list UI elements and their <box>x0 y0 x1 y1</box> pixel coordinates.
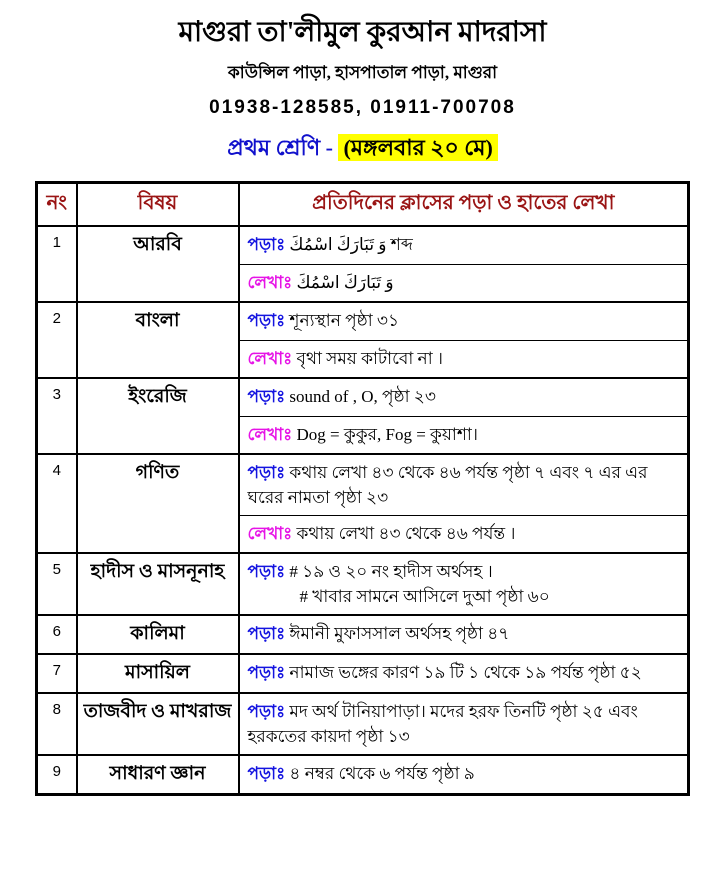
pora-text: وَ تَبَارَكَ اسْمُكَ শব্দ <box>285 235 413 255</box>
pora-text-continued: # খাবার সামনে আসিলে দুআ পৃষ্ঠা ৬০ <box>299 587 550 607</box>
lekha-block <box>240 340 688 377</box>
lesson-content-cell <box>239 454 689 553</box>
subject-name: বাংলা <box>77 302 239 378</box>
pora-label: পড়াঃ <box>247 624 286 644</box>
pora-label: পড়াঃ <box>247 764 286 784</box>
lekha-text: বৃথা সময় কাটাবো না । <box>292 349 443 369</box>
row-number: 9 <box>37 755 77 795</box>
subject-name: সাধারণ জ্ঞান <box>77 755 239 795</box>
pora-label: পড়াঃ <box>247 562 286 582</box>
school-name: মাগুরা তা'লীমুল কুরআন মাদরাসা <box>178 17 547 48</box>
pora-label: পড়াঃ <box>247 387 286 407</box>
subject-name: গণিত <box>77 454 239 553</box>
lesson-content-cell <box>239 755 689 795</box>
subject-name: ইংরেজি <box>77 378 239 454</box>
phone-numbers: 01938-128585, 01911-700708 <box>209 96 516 118</box>
lesson-content-cell <box>239 302 689 378</box>
table-row <box>37 454 689 553</box>
table-row <box>37 693 689 755</box>
pora-text: sound of , O, পৃষ্ঠা ২৩ <box>285 387 436 407</box>
pora-text: ৪ নম্বর থেকে ৬ পর্যন্ত পৃষ্ঠা ৯ <box>285 764 475 784</box>
class-name: প্রথম শ্রেণি - <box>227 134 333 160</box>
pora-block <box>240 455 688 515</box>
table-header-row <box>37 182 689 226</box>
subject-name: আরবি <box>77 226 239 302</box>
lekha-label: লেখাঃ <box>247 273 293 293</box>
subject-name: হাদীস ও মাসনূনাহ <box>77 553 239 615</box>
table-row <box>37 302 689 378</box>
pora-text: নামাজ ভঙ্গের কারণ ১৯ টি ১ থেকে ১৯ পর্যন্ত পৃষ্ঠা ৫২ <box>285 663 642 683</box>
pora-block <box>240 655 688 692</box>
pora-block <box>240 616 688 653</box>
pora-text: # ১৯ ও ২০ নং হাদীস অর্থসহ । <box>285 562 493 582</box>
pora-text: ঈমানী মুফাসসাল অর্থসহ পৃষ্ঠা ৪৭ <box>285 624 510 644</box>
table-row <box>37 378 689 454</box>
pora-block <box>240 554 688 614</box>
table-row <box>37 553 689 615</box>
pora-label: পড়াঃ <box>247 311 286 331</box>
lesson-table <box>35 181 690 797</box>
row-number: 6 <box>37 615 77 654</box>
pora-text: কথায় লেখা ৪৩ থেকে ৪৬ পর্যন্ত পৃষ্ঠা ৭ এবং ৭ এর এর ঘরের নামতা পৃষ্ঠা ২৩ <box>247 463 648 508</box>
table-row <box>37 226 689 302</box>
lekha-block <box>240 416 688 453</box>
sheet-header <box>0 0 725 168</box>
lekha-text: وَ تَبَارَكَ اسْمُكَ <box>292 273 394 293</box>
table-row <box>37 755 689 795</box>
row-number: 2 <box>37 302 77 378</box>
subject-name: তাজবীদ ও মাখরাজ <box>77 693 239 755</box>
table-row <box>37 615 689 654</box>
pora-label: পড়াঃ <box>247 463 286 483</box>
table-row <box>37 654 689 693</box>
column-header-number: নং <box>37 182 77 226</box>
lesson-content-cell <box>239 378 689 454</box>
class-line <box>0 131 725 168</box>
lesson-content-cell <box>239 654 689 693</box>
date-highlight: (মঙ্গলবার ২০ মে) <box>338 134 497 161</box>
school-address: কাউন্সিল পাড়া, হাসপাতাল পাড়া, মাগুরা <box>227 62 498 82</box>
row-number: 4 <box>37 454 77 553</box>
row-number: 1 <box>37 226 77 302</box>
row-number: 8 <box>37 693 77 755</box>
lekha-text: Dog = কুকুর, Fog = কুয়াশা। <box>292 425 478 445</box>
pora-block <box>240 303 688 340</box>
lesson-content-cell <box>239 693 689 755</box>
pora-label: পড়াঃ <box>247 663 286 683</box>
lekha-text: কথায় লেখা ৪৩ থেকে ৪৬ পর্যন্ত । <box>292 524 516 544</box>
pora-label: পড়াঃ <box>247 235 286 255</box>
lekha-block <box>240 264 688 301</box>
row-number: 7 <box>37 654 77 693</box>
lekha-label: লেখাঃ <box>247 425 293 445</box>
pora-block <box>240 379 688 416</box>
lesson-content-cell <box>239 226 689 302</box>
lesson-content-cell <box>239 553 689 615</box>
lekha-label: লেখাঃ <box>247 349 293 369</box>
pora-block <box>240 694 688 754</box>
pora-block <box>240 227 688 264</box>
lekha-label: লেখাঃ <box>247 524 293 544</box>
row-number: 3 <box>37 378 77 454</box>
lesson-content-cell <box>239 615 689 654</box>
pora-text: শূন্যস্থান পৃষ্ঠা ৩১ <box>285 311 400 331</box>
row-number: 5 <box>37 553 77 615</box>
column-header-subject: বিষয় <box>77 182 239 226</box>
subject-name: কালিমা <box>77 615 239 654</box>
lekha-block <box>240 515 688 552</box>
subject-name: মাসায়িল <box>77 654 239 693</box>
pora-block <box>240 756 688 793</box>
pora-text: মদ অর্থ টানিয়াপাড়া। মদের হরফ তিনটি পৃষ্ঠা ২৫ এবং হরকতের কায়দা পৃষ্ঠা ১৩ <box>247 702 638 747</box>
column-header-lessons: প্রতিদিনের ক্লাসের পড়া ও হাতের লেখা <box>239 182 689 226</box>
pora-label: পড়াঃ <box>247 702 286 722</box>
